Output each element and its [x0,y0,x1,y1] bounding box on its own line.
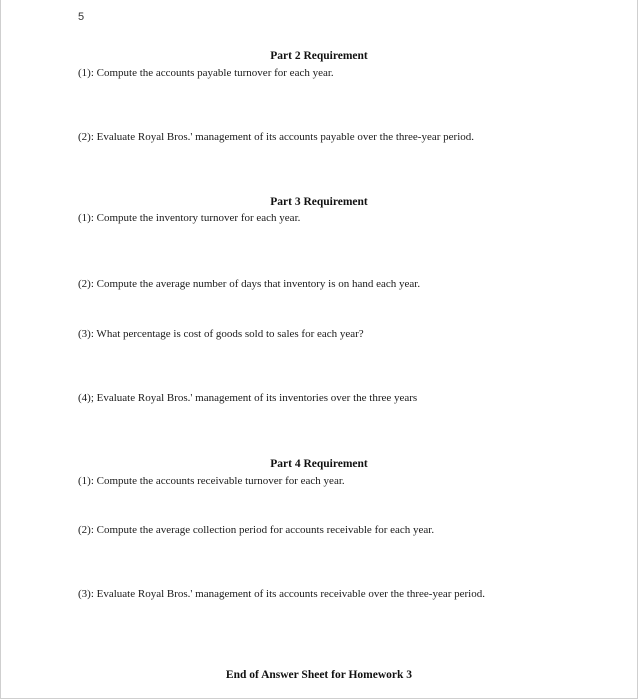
page-number: 5 [78,11,85,23]
part3-heading: Part 3 Requirement [270,196,368,208]
part4-item-3: (3): Evaluate Royal Bros.' management of its accounts receivable over the three-year period. [78,588,485,600]
part2-item-2: (2): Evaluate Royal Bros.' management of its accounts payable over the three-year period. [78,131,474,143]
end-of-answer-sheet: End of Answer Sheet for Homework 3 [225,669,413,681]
part4-item-2: (2): Compute the average collection period for accounts receivable for each year. [78,524,435,536]
part2-heading: Part 2 Requirement [270,50,368,62]
part3-item-3: (3): What percentage is cost of goods sold to sales for each year? [78,328,364,340]
part3-item-4: (4); Evaluate Royal Bros.' management of its inventories over the three years [78,392,418,404]
part3-item-2: (2): Compute the average number of days that inventory is on hand each year. [78,278,421,290]
part2-item-1: (1): Compute the accounts payable turnover for each year. [78,67,334,79]
part4-heading: Part 4 Requirement [270,458,368,470]
part3-item-1: (1): Compute the inventory turnover for each year. [78,212,301,224]
part4-item-1: (1): Compute the accounts receivable turnover for each year. [78,475,345,487]
